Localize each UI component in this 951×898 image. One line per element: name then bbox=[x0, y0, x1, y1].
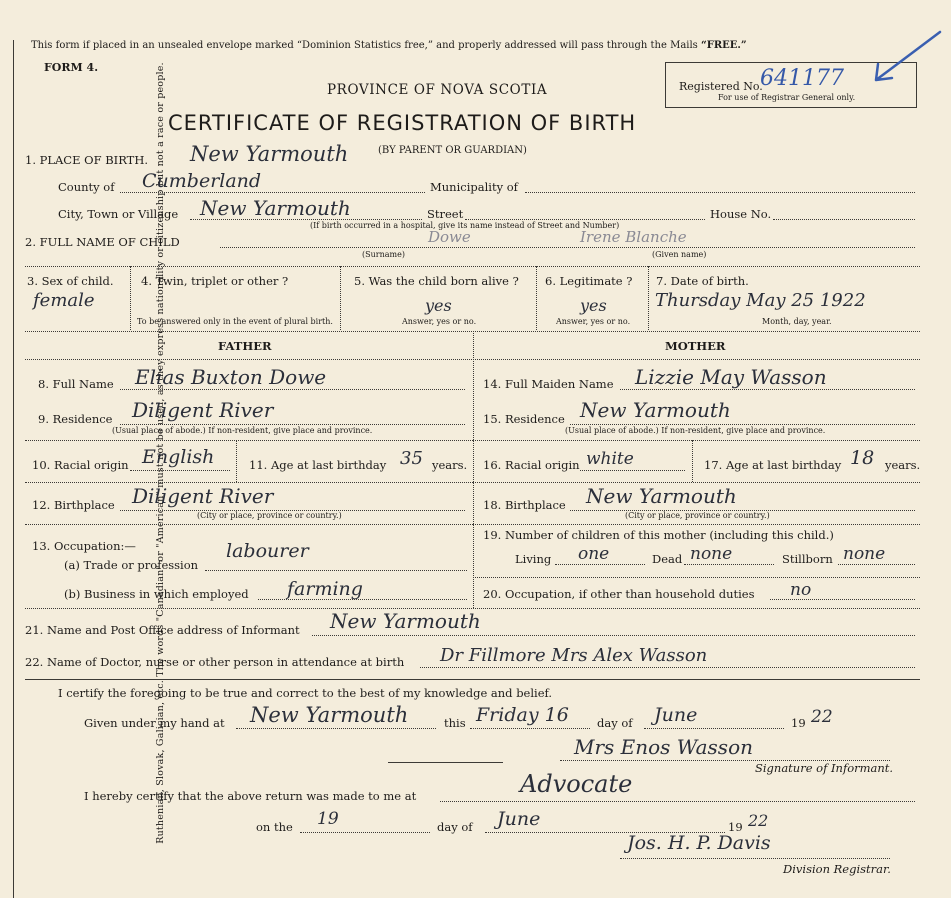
side-margin-text: Ruthenian, Slovak, Galician, etc. The words "Canadian" or "American" must not be used, as they express nationality or citizenship but not a race or people. bbox=[155, 62, 166, 844]
mother-name-line bbox=[620, 389, 915, 390]
father-trade-value: labourer bbox=[226, 540, 309, 562]
street-line bbox=[465, 219, 705, 220]
informant-label: 21. Name and Post Office address of Informant bbox=[25, 623, 300, 637]
hospital-note: (If birth occurred in a hospital, give its name instead of Street and Number) bbox=[310, 221, 620, 230]
given-day-line bbox=[470, 728, 590, 729]
informant-line bbox=[312, 635, 915, 636]
given-day: Friday 16 bbox=[476, 704, 569, 726]
reg-month: June bbox=[497, 808, 541, 830]
given-month: June bbox=[654, 704, 698, 726]
reg-year-prefix: 19 bbox=[728, 820, 743, 834]
father-occupation-label: 13. Occupation:— bbox=[32, 539, 136, 553]
father-racial-value: English bbox=[142, 446, 215, 468]
father-birthplace-value: Diligent River bbox=[132, 484, 274, 508]
municipality-line bbox=[525, 192, 915, 193]
mother-occupation-line bbox=[770, 599, 915, 600]
this-label: this bbox=[444, 716, 466, 730]
living-label: Living bbox=[515, 552, 552, 566]
on-day: 19 bbox=[317, 809, 339, 829]
twin-note: To be answered only in the event of plural birth. bbox=[137, 317, 333, 326]
place-of-birth-value: New Yarmouth bbox=[190, 142, 349, 166]
father-residence-line bbox=[120, 424, 465, 425]
alive-value: yes bbox=[425, 296, 452, 315]
mother-age-label: 17. Age at last birthday bbox=[704, 458, 842, 472]
father-rule-3 bbox=[25, 524, 473, 525]
stillborn-label: Stillborn bbox=[782, 552, 833, 566]
given-place: New Yarmouth bbox=[250, 703, 409, 727]
registrar-place: Advocate bbox=[520, 770, 633, 798]
place-of-birth-suffix: (BY PARENT OR GUARDIAN) bbox=[378, 145, 527, 156]
registrar-caption: Division Registrar. bbox=[783, 862, 891, 876]
father-business-label: (b) Business in which employed bbox=[64, 587, 249, 601]
mother-residence-label: 15. Residence bbox=[483, 412, 565, 426]
date-label: 7. Date of birth. bbox=[656, 274, 749, 288]
row3-top-rule bbox=[25, 266, 920, 267]
informant-signature: Mrs Enos Wasson bbox=[574, 735, 753, 759]
county-value: Cumberland bbox=[142, 170, 262, 192]
row3-divider-2 bbox=[340, 266, 341, 330]
legitimate-value: yes bbox=[580, 296, 607, 315]
living-value: one bbox=[578, 544, 610, 564]
father-rule-2 bbox=[25, 482, 473, 483]
mother-racial-value: white bbox=[586, 449, 634, 469]
heading-rule bbox=[25, 359, 920, 360]
given-year: 22 bbox=[811, 707, 833, 727]
mother-racial-line bbox=[580, 470, 685, 471]
municipality-label: Municipality of bbox=[430, 180, 518, 194]
child-name-line bbox=[220, 247, 915, 248]
child-name-label: 2. FULL NAME OF CHILD bbox=[25, 235, 180, 249]
city-label: City, Town or Village bbox=[58, 207, 179, 221]
mother-residence-value: New Yarmouth bbox=[580, 398, 731, 422]
date-note: Month, day, year. bbox=[762, 317, 832, 326]
mother-name-label: 14. Full Maiden Name bbox=[483, 377, 614, 391]
signature-caption: Signature of Informant. bbox=[755, 761, 894, 775]
father-residence-label: 9. Residence bbox=[38, 412, 113, 426]
mother-occupation-value: no bbox=[790, 580, 812, 600]
child-given-name: Irene Blanche bbox=[580, 228, 687, 246]
mother-rule-4 bbox=[473, 577, 920, 578]
row3-divider-4 bbox=[648, 266, 649, 330]
child-surname: Dowe bbox=[428, 228, 471, 246]
father-heading: FATHER bbox=[218, 339, 272, 353]
alive-label: 5. Was the child born alive ? bbox=[354, 274, 519, 288]
on-label: on the bbox=[256, 820, 293, 834]
stillborn-line bbox=[838, 564, 915, 565]
registrar-sig-line bbox=[620, 858, 890, 859]
province-heading: PROVINCE OF NOVA SCOTIA bbox=[327, 82, 548, 98]
mother-heading: MOTHER bbox=[665, 339, 726, 353]
twin-label: 4. Twin, triplet or other ? bbox=[141, 274, 289, 288]
mother-rule-2 bbox=[473, 482, 920, 483]
place-of-birth-label: 1. PLACE OF BIRTH. bbox=[25, 153, 149, 167]
legitimate-label: 6. Legitimate ? bbox=[545, 274, 633, 288]
registered-note: For use of Registrar General only. bbox=[718, 93, 856, 102]
row3-divider-1 bbox=[130, 266, 131, 330]
sex-value: female bbox=[33, 290, 95, 311]
county-line bbox=[120, 192, 425, 193]
city-line bbox=[190, 219, 422, 220]
registrar-text: I hereby certify that the above return was made to me at bbox=[84, 789, 417, 803]
surname-caption: (Surname) bbox=[362, 250, 405, 259]
doctor-line bbox=[420, 667, 915, 668]
mother-racial-label: 16. Racial origin bbox=[483, 458, 580, 472]
mother-age-unit: years. bbox=[885, 458, 921, 472]
doctor-label: 22. Name of Doctor, nurse or other person in attendance at birth bbox=[25, 655, 405, 669]
mother-name-value: Lizzie May Wasson bbox=[635, 365, 827, 389]
alive-note: Answer, yes or no. bbox=[402, 317, 477, 326]
registered-label: Registered No. bbox=[679, 80, 763, 93]
father-rule-1 bbox=[25, 440, 473, 441]
father-business-value: farming bbox=[287, 578, 363, 600]
date-of-birth: Thursday May 25 1922 bbox=[655, 290, 866, 311]
father-trade-label: (a) Trade or profession bbox=[64, 558, 199, 572]
mother-occupation-label: 20. Occupation, if other than household duties bbox=[483, 587, 755, 601]
mother-age-divider bbox=[692, 440, 693, 482]
given-label: Given under my hand at bbox=[84, 716, 225, 730]
father-birthplace-label: 12. Birthplace bbox=[32, 498, 115, 512]
street-label: Street bbox=[427, 207, 464, 221]
father-name-label: 8. Full Name bbox=[38, 377, 114, 391]
father-birthplace-note: (City or place, province or country.) bbox=[197, 511, 342, 520]
registrar-signature: Jos. H. P. Davis bbox=[627, 832, 771, 854]
mother-birthplace-label: 18. Birthplace bbox=[483, 498, 566, 512]
short-rule bbox=[388, 762, 503, 763]
father-age-value: 35 bbox=[400, 448, 423, 469]
given-year-prefix: 19 bbox=[791, 716, 806, 730]
informant-value: New Yarmouth bbox=[330, 609, 481, 633]
father-residence-value: Diligent River bbox=[132, 398, 274, 422]
parents-divider bbox=[473, 331, 474, 608]
county-label: County of bbox=[58, 180, 115, 194]
legitimate-note: Answer, yes or no. bbox=[556, 317, 631, 326]
form-number: FORM 4. bbox=[44, 61, 99, 74]
row3-divider-3 bbox=[536, 266, 537, 330]
mother-birthplace-value: New Yarmouth bbox=[586, 484, 737, 508]
given-caption: (Given name) bbox=[652, 250, 707, 259]
given-day-of-label: day of bbox=[597, 716, 633, 730]
father-racial-line bbox=[130, 470, 230, 471]
mother-rule-1 bbox=[473, 440, 920, 441]
mother-residence-note: (Usual place of abode.) If non-resident, give place and province. bbox=[565, 426, 826, 435]
stillborn-value: none bbox=[843, 544, 886, 564]
registrar-place-line bbox=[440, 801, 915, 802]
on-day-line bbox=[300, 832, 430, 833]
certify-rule bbox=[25, 679, 920, 680]
mother-age-value: 18 bbox=[850, 447, 875, 469]
father-racial-label: 10. Racial origin bbox=[32, 458, 129, 472]
mother-rule-3 bbox=[473, 524, 920, 525]
father-business-line bbox=[258, 599, 467, 600]
given-place-line bbox=[236, 728, 436, 729]
father-age-label: 11. Age at last birthday bbox=[249, 458, 387, 472]
registered-number: 641177 bbox=[760, 66, 844, 91]
house-line bbox=[773, 219, 915, 220]
father-age-divider bbox=[236, 440, 237, 482]
father-age-unit: years. bbox=[432, 458, 468, 472]
reg-year: 22 bbox=[748, 811, 769, 830]
side-margin-rule bbox=[13, 40, 14, 898]
house-label: House No. bbox=[710, 207, 772, 221]
mother-birthplace-note: (City or place, province or country.) bbox=[625, 511, 770, 520]
children-label: 19. Number of children of this mother (including this child.) bbox=[483, 528, 834, 542]
dead-label: Dead bbox=[652, 552, 683, 566]
doctor-value: Dr Fillmore Mrs Alex Wasson bbox=[440, 645, 708, 666]
mailing-note: This form if placed in an unsealed envelope marked “Dominion Statistics free,” and properly addressed will pass through the Mails “FREE.” bbox=[31, 40, 747, 51]
father-name-value: Elias Buxton Dowe bbox=[135, 365, 327, 389]
dead-value: none bbox=[690, 544, 733, 564]
father-name-line bbox=[120, 389, 465, 390]
certify-text: I certify the foregoing to be true and correct to the best of my knowledge and belief. bbox=[58, 686, 553, 700]
check-mark-icon bbox=[856, 28, 946, 88]
living-line bbox=[555, 564, 645, 565]
city-value: New Yarmouth bbox=[200, 196, 351, 220]
father-residence-note: (Usual place of abode.) If non-resident, give place and province. bbox=[112, 426, 373, 435]
mother-residence-line bbox=[570, 424, 915, 425]
father-trade-line bbox=[205, 570, 467, 571]
reg-day-of-label: day of bbox=[437, 820, 473, 834]
dead-line bbox=[684, 564, 774, 565]
sex-label: 3. Sex of child. bbox=[27, 274, 114, 288]
certificate-title: CERTIFICATE OF REGISTRATION OF BIRTH bbox=[168, 111, 637, 135]
given-month-line bbox=[644, 728, 784, 729]
